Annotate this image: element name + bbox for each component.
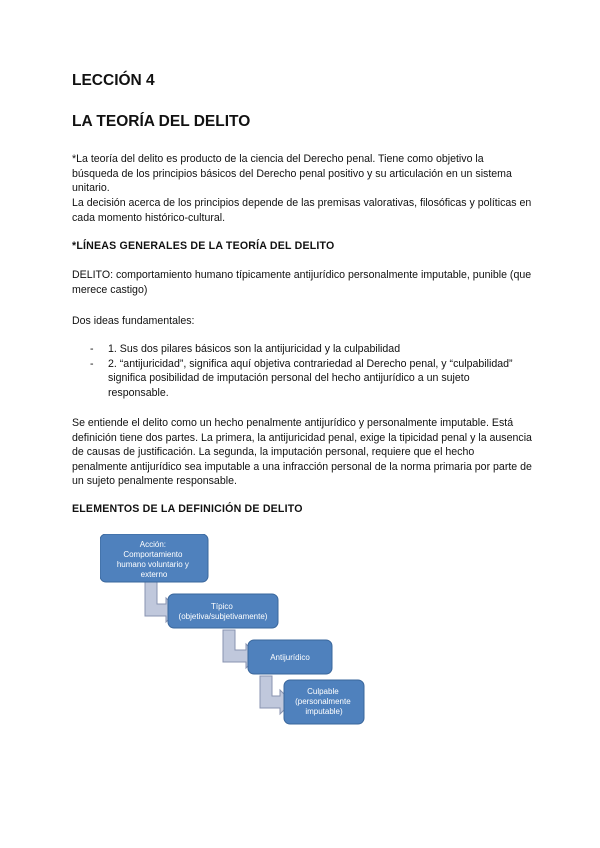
delito-elements-diagram (100, 534, 370, 726)
intro-paragraph-1: *La teoría del delito es producto de la ciencia del Derecho penal. Tiene como objetivo la búsqueda de los principios básicos del Derecho penal positivo y su articulación en un sistema unitario. (72, 153, 512, 195)
step-line: Comportamiento (123, 550, 183, 559)
diagram-step-accion (100, 534, 208, 582)
delito-explanation: Se entiende el delito como un hecho penalmente antijurídico y personalmente imputable. Está definición tiene dos partes. La primera, la antijuricidad penal, exige la tipicidad penal y la ausencia de causas de justificación. La segunda, la imputación personal, requiere que el hecho penalmente antijurídico sea imputable a una infracción personal de la norma primaria por parte de un sujeto penalmente responsable. (72, 417, 532, 488)
step-line: Acción: (139, 540, 166, 549)
lesson-number: LECCIÓN 4 (72, 72, 155, 89)
step-line: externo (140, 570, 168, 579)
intro-paragraph-2: La decisión acerca de los principios depende de las premisas valorativas, filosóficas y políticas en cada momento histórico-cultural. (72, 197, 532, 224)
step-line: (personalmente (295, 697, 351, 706)
section-heading-lineas-generales: *LÍNEAS GENERALES DE LA TEORÍA DEL DELITO (72, 240, 335, 252)
diagram-step-antijuridico (248, 640, 332, 674)
step-line: imputable) (305, 707, 343, 716)
delito-definition: DELITO: comportamiento humano típicamente antijurídico personalmente imputable, punible (que merece castigo) (72, 269, 532, 296)
section-heading-elementos: ELEMENTOS DE LA DEFINICIÓN DE DELITO (72, 503, 303, 515)
step-line: humano voluntario y (116, 560, 189, 569)
ideas-list (90, 342, 530, 400)
page-title: LA TEORÍA DEL DELITO (72, 113, 251, 130)
list-item: - 2. “antijuricidad”, significa aquí objetiva contrariedad al Derecho penal, y “culpabilidad” significa posibilidad de imputación personal del hecho antijurídico a un sujeto responsable. (90, 357, 530, 401)
step-line: Antijurídico (270, 653, 310, 662)
step-line: Culpable (307, 687, 339, 696)
step-line: (objetiva/subjetivamente) (178, 612, 268, 621)
svg-text:Antijurídico (270, 653, 310, 662)
ideas-label: Dos ideas fundamentales: (72, 315, 195, 327)
diagram-step-culpable (284, 680, 364, 724)
step-line: Típico (210, 602, 233, 611)
list-item: - 1. Sus dos pilares básicos son la antijuricidad y la culpabilidad (90, 342, 530, 357)
diagram-step-tipico (168, 594, 278, 628)
